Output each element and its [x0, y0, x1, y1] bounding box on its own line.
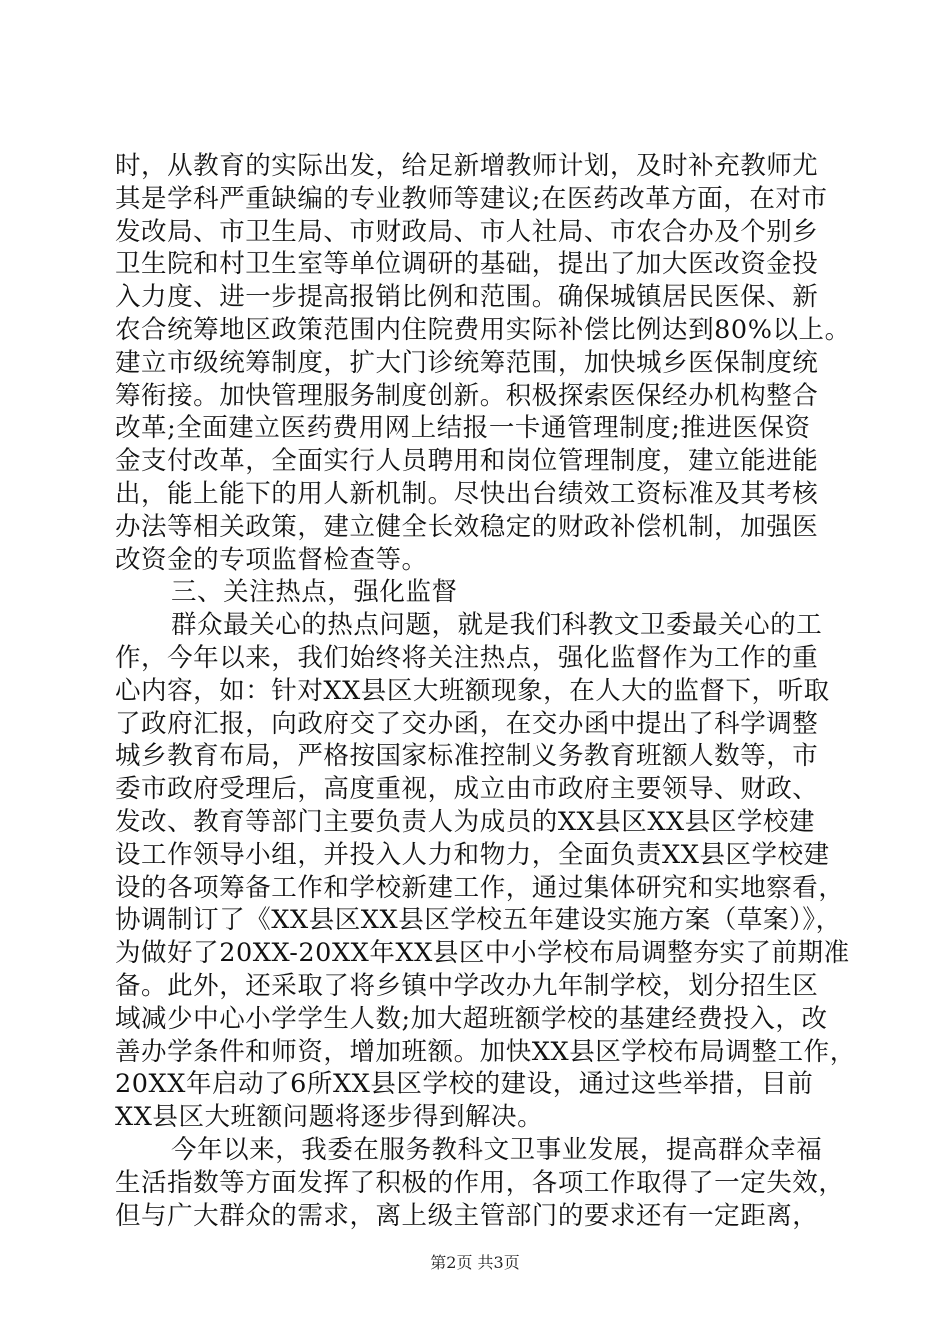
body-line: 善办学条件和师资，增加班额。加快XX县区学校布局调整工作， [115, 1036, 856, 1067]
body-line: 改革;全面建立医药费用网上结报一卡通管理制度;推进医保资 [115, 413, 811, 444]
body-line: 时，从教育的实际出发，给足新增教师计划，及时补充教师尤 [115, 151, 819, 181]
body-line: 发改局、市卫生局、市财政局、市人社局、市农合办及个别乡 [115, 216, 819, 247]
page-number-footer: 第2页 共3页 [430, 1253, 520, 1272]
body-line: 委市政府受理后，高度重视，成立由市政府主要领导、财政、 [115, 774, 819, 805]
body-line: XX县区大班额问题将逐步得到解决。 [115, 1102, 544, 1133]
body-line: 办法等相关政策，建立健全长效稳定的财政补偿机制，加强医 [115, 511, 819, 542]
body-line: 建立市级统筹制度，扩大门诊统筹范围，加快城乡医保制度统 [115, 347, 819, 378]
section-heading: 三、关注热点，强化监督 [171, 577, 458, 608]
body-line: 金支付改革，全面实行人员聘用和岗位管理制度，建立能进能 [115, 446, 819, 477]
paragraph-first-line: 今年以来，我委在服务教科文卫事业发展，提高群众幸福 [171, 1134, 823, 1165]
document-body [115, 150, 856, 1232]
body-line: 出，能上能下的用人新机制。尽快出台绩效工资标准及其考核 [115, 478, 819, 509]
body-line: 作，今年以来，我们始终将关注热点，强化监督作为工作的重 [115, 642, 819, 673]
paragraph-first-line: 群众最关心的热点问题，就是我们科教文卫委最关心的工 [171, 610, 823, 641]
body-line: 20XX年启动了6所XX县区学校的建设，通过这些举措，目前 [115, 1069, 814, 1100]
body-line: 其是学科严重缺编的专业教师等建议;在医药改革方面，在对市 [115, 183, 828, 214]
body-line: 卫生院和村卫生室等单位调研的基础，提出了加大医改资金投 [115, 249, 819, 280]
body-line: 设工作领导小组，并投入人力和物力，全面负责XX县区学校建 [115, 839, 830, 870]
body-line: 为做好了20XX-20XX年XX县区中小学校布局调整夯实了前期准 [115, 938, 850, 969]
body-line: 农合统筹地区政策范围内住院费用实际补偿比例达到80%以上。 [115, 314, 851, 345]
body-line: 入力度、进一步提高报销比例和范围。确保城镇居民医保、新 [115, 282, 819, 313]
body-line: 心内容，如：针对XX县区大班额现象，在人大的监督下，听取 [115, 675, 830, 706]
body-line: 生活指数等方面发挥了积极的作用，各项工作取得了一定失效， [115, 1167, 845, 1198]
body-line: 发改、教育等部门主要负责人为成员的XX县区XX县区学校建 [115, 806, 816, 837]
body-line: 筹衔接。加快管理服务制度创新。积极探索医保经办机构整合 [115, 380, 819, 411]
body-line: 备。此外，还采取了将乡镇中学改办九年制学校，划分招生区 [115, 970, 819, 1001]
body-line: 但与广大群众的需求，离上级主管部门的要求还有一定距离， [115, 1200, 819, 1231]
body-line: 城乡教育布局，严格按国家标准控制义务教育班额人数等，市 [115, 741, 819, 772]
body-line: 域减少中心小学学生人数;加大超班额学校的基建经费投入，改 [115, 1003, 828, 1034]
body-line: 了政府汇报，向政府交了交办函，在交办函中提出了科学调整 [115, 708, 819, 739]
body-line: 改资金的专项监督检查等。 [115, 544, 428, 575]
body-line: 协调制订了《XX县区XX县区学校五年建设实施方案（草案）》， [115, 905, 842, 936]
body-line: 设的各项筹备工作和学校新建工作，通过集体研究和实地察看， [115, 872, 845, 903]
